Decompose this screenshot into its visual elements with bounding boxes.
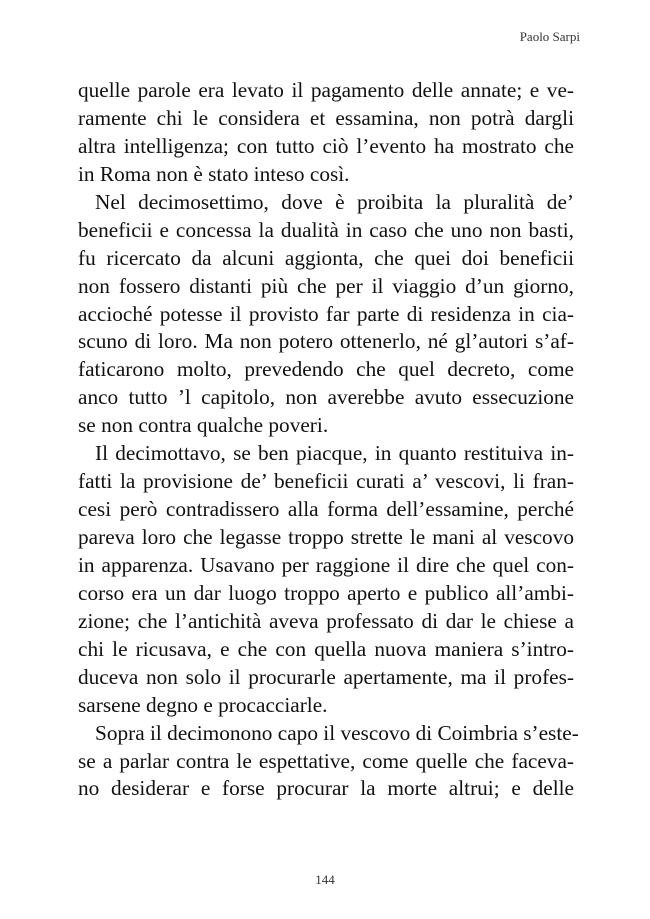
text-line: scuno di loro. Ma non potero ottenerlo, né gl’autori s’af- [78,329,574,354]
text-line: Il decimottavo, se ben piacque, in quanto restituiva in- [95,441,574,466]
text-line: se a parlar contra le espettative, come quelle che faceva- [78,748,574,773]
page-number: 144 [315,872,335,887]
text-line: fatti la provisione de’ beneficii curati a’ vescovi, li fran- [78,469,574,494]
body-text [78,77,579,803]
text-line: faticarono molto, prevedendo che quel decreto, come [78,357,574,382]
text-line: sarsene degno e procacciarle. [78,692,328,717]
text-line: anco tutto ’l capitolo, non averebbe avuto essecuzione [78,385,574,410]
text-line: quelle parole era levato il pagamento delle annate; e ve- [78,78,574,102]
text-line: accioché potesse il provisto far parte di residenza in cia- [78,301,574,326]
text-line: in Roma non è stato inteso così. [78,161,350,186]
text-line: pareva loro che legasse troppo strette le mani al vescovo [78,525,574,549]
text-line: zione; che l’antichità aveva professato di dar le chiese a [78,608,574,633]
text-line: cesi però contradissero alla forma dell’essamine, perché [78,497,574,522]
text-line: chi le ricusava, e che con quella nuova maniera s’intro- [78,636,574,661]
text-line: corso era un dar luogo troppo aperto e publico all’ambi- [78,580,574,605]
text-line: no desiderar e forse procurar la morte altrui; e delle [78,776,574,801]
text-line: se non contra qualche poveri. [78,413,329,438]
text-line: Nel decimosettimo, dove è proibita la pluralità de’ [95,189,574,214]
text-line: non fossero distanti più che per il viaggio d’un giorno, [78,273,574,298]
text-line: duceva non solo il procurarle apertamente, ma il profes- [78,664,574,689]
text-line: Sopra il decimonono capo il vescovo di Coimbria s’este- [95,720,579,745]
text-line: in apparenza. Usavano per raggione il dire che quel con- [78,552,574,577]
text-line: beneficii e concessa la dualità in caso che uno non basti, [78,217,574,242]
text-line: altra intelligenza; con tutto ciò l’evento ha mostrato che [78,133,574,158]
text-line: ramente chi le considera et essamina, non potrà dargli [78,105,574,130]
running-head: Paolo Sarpi [519,29,580,44]
text-line: fu ricercato da alcuni aggionta, che quei doi beneficii [78,245,574,270]
